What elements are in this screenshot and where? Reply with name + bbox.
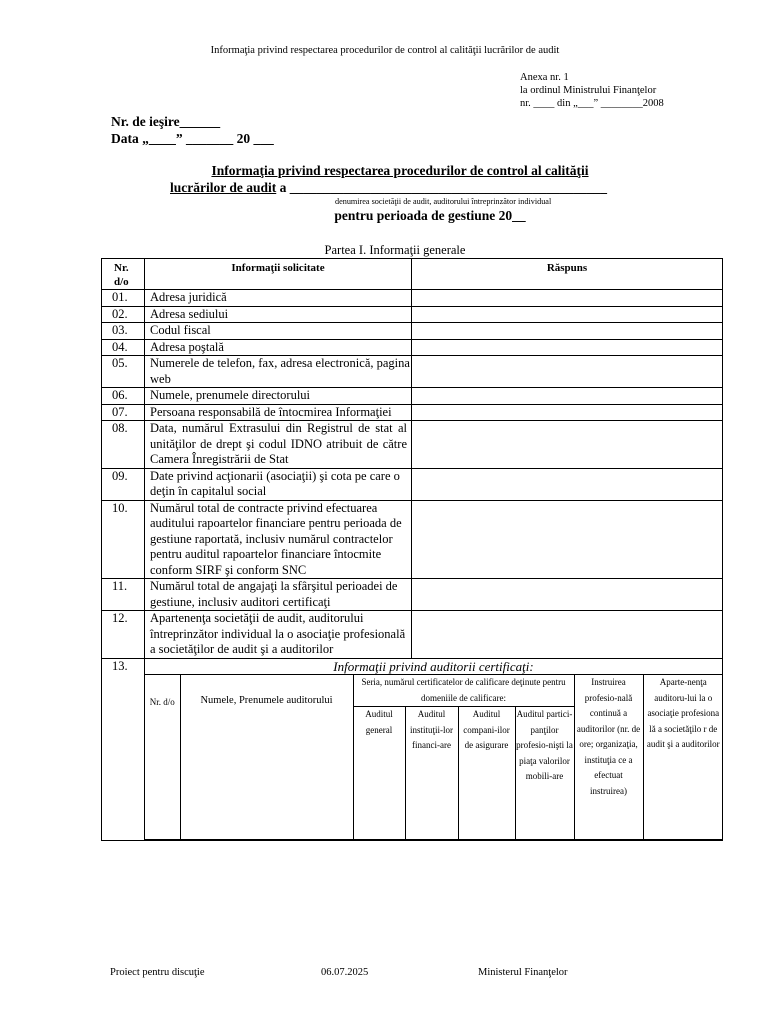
table-row: [102, 323, 723, 340]
row-info-text: Numărul total de contracte privind efectuarea auditului rapoartelor financiare pentru perioada de gestiune raportată, inclusiv numărul contractelor pentru auditul rapoartelor financiare întocmite conform SIRF şi conform SNC: [145, 500, 412, 579]
row-number: 04.: [102, 339, 145, 356]
subtable-header-nr: Nr. d/o: [145, 675, 180, 840]
table-row: [102, 500, 723, 579]
issue-number: Nr. de ieşire______: [111, 114, 221, 129]
row-info-text: Codul fiscal: [145, 323, 412, 340]
row-info-text: Date privind acţionarii (asociaţii) şi cota pe care o deţin în capitalul social: [145, 468, 412, 500]
issue-block: [111, 113, 274, 147]
row-answer-cell[interactable]: [412, 290, 723, 307]
row-number: 02.: [102, 306, 145, 323]
row-answer-cell[interactable]: [412, 356, 723, 388]
entity-name-note: denumirea societăţii de audit, auditorului întreprinzător individual: [335, 197, 552, 206]
subtable-header-series: Seria, numărul certificatelor de calificare deţinute pentru domeniile de calificare:: [353, 675, 574, 707]
table-row: [102, 306, 723, 323]
row-info-text: Persoana responsabilă de întocmirea Informaţiei: [145, 404, 412, 421]
row-number: 05.: [102, 356, 145, 388]
table-row-13-header: [102, 658, 723, 675]
row-number: 06.: [102, 388, 145, 405]
table-row: [102, 339, 723, 356]
subtable-header-insurance: Auditul compani-ilor de asigurare: [458, 707, 515, 840]
annex-line-1: Anexa nr. 1: [520, 72, 569, 83]
row-info-text: Numărul total de angajaţi la sfârşitul perioadei de gestiune, inclusiv auditori certificaţi: [145, 579, 412, 611]
row-info-text: Numele, prenumele directorului: [145, 388, 412, 405]
row-answer-cell[interactable]: [412, 323, 723, 340]
running-header: Informaţia privind respectarea procedurilor de control al calităţii lucrărilor de audit: [210, 45, 560, 56]
footer-left: Proiect pentru discuţie: [110, 967, 205, 978]
row-info-text: Adresa sediului: [145, 306, 412, 323]
table-row: [102, 421, 723, 469]
annex-line-3: nr. ____ din „___” ________2008: [520, 98, 664, 109]
table-row: [102, 404, 723, 421]
row-info-text: Adresa juridică: [145, 290, 412, 307]
table-row: [102, 468, 723, 500]
auditors-subtable-cell: [145, 675, 723, 841]
row-answer-cell[interactable]: [412, 404, 723, 421]
footer-date: 06.07.2025: [321, 967, 369, 978]
issue-date: Data „____” _______ 20 ___: [111, 131, 274, 146]
row-answer-cell[interactable]: [412, 339, 723, 356]
row-number: 10.: [102, 500, 145, 579]
general-info-table: [101, 258, 723, 841]
title-line-1: Informaţia privind respectarea procedurilor de control al calităţii: [211, 163, 589, 178]
row-number: 07.: [102, 404, 145, 421]
reporting-period: pentru perioada de gestiune 20__: [334, 208, 526, 223]
auditors-subtable: [145, 675, 723, 840]
title-line-2-rest: a _______________________________________________: [276, 180, 607, 195]
row-answer-cell[interactable]: [412, 500, 723, 579]
subtable-header-market: Auditul partici-panţilor profesio-nişti la piaţa valorilor mobili-are: [515, 707, 574, 840]
row-number: 12.: [102, 611, 145, 659]
subtable-header-name: Numele, Prenumele auditorului: [180, 675, 353, 840]
row-answer-cell[interactable]: [412, 468, 723, 500]
row-info-text: Apartenenţa societăţii de audit, auditorului întreprinzător individual la o asociaţie profesională a societăţilor de audit şi a auditorilor: [145, 611, 412, 659]
subtable-header-general: Auditul general: [353, 707, 405, 840]
row-info-text: Numerele de telefon, fax, adresa electronică, pagina web: [145, 356, 412, 388]
row-number: 03.: [102, 323, 145, 340]
section-title: Partea I. Informaţii generale: [324, 243, 466, 257]
row-answer-cell[interactable]: [412, 579, 723, 611]
subtable-header-financial: Auditul instituţii-lor financi-are: [405, 707, 458, 840]
title-line-2-underlined: lucrărilor de audit: [170, 180, 277, 195]
document-title: [100, 162, 670, 196]
table-body: [102, 290, 723, 659]
row-number: 11.: [102, 579, 145, 611]
row-info-text: Data, numărul Extrasului din Registrul de stat al unităţilor de drept şi codul IDNO atribuit de către Camera Înregistrării de Stat: [145, 421, 412, 469]
row-number: 08.: [102, 421, 145, 469]
table-row: [102, 388, 723, 405]
table-header-row: [102, 259, 723, 290]
subtable-header-training: Instruirea profesio-nală continuă a auditorilor (nr. de ore; organizaţia, instituţia ce a efectuat instruirea): [574, 675, 643, 840]
table-row: [102, 356, 723, 388]
row-answer-cell[interactable]: [412, 388, 723, 405]
annex-line-2: la ordinul Ministrului Finanţelor: [520, 85, 657, 96]
annex-reference: [520, 71, 664, 110]
row-13-heading: Informaţii privind auditorii certificaţi:: [145, 658, 723, 675]
table-row: [102, 290, 723, 307]
header-nr: Nr. d/o: [102, 259, 145, 290]
row-number: 09.: [102, 468, 145, 500]
row-answer-cell[interactable]: [412, 421, 723, 469]
footer-right: Ministerul Finanţelor: [478, 967, 568, 978]
header-info: Informaţii solicitate: [145, 259, 412, 290]
row-info-text: Adresa poştală: [145, 339, 412, 356]
title-line-2: [100, 179, 670, 196]
table-row-13-subtable: [102, 675, 723, 841]
table-row: [102, 579, 723, 611]
subtable-header-membership: Aparte-nenţa auditoru-lui la o asociaţie profesiona lă a societăţilo r de audit şi a auditorilor: [643, 675, 723, 840]
row-13-number: 13.: [102, 658, 145, 841]
table-row: [102, 611, 723, 659]
row-answer-cell[interactable]: [412, 611, 723, 659]
header-answer: Răspuns: [412, 259, 723, 290]
row-answer-cell[interactable]: [412, 306, 723, 323]
row-number: 01.: [102, 290, 145, 307]
